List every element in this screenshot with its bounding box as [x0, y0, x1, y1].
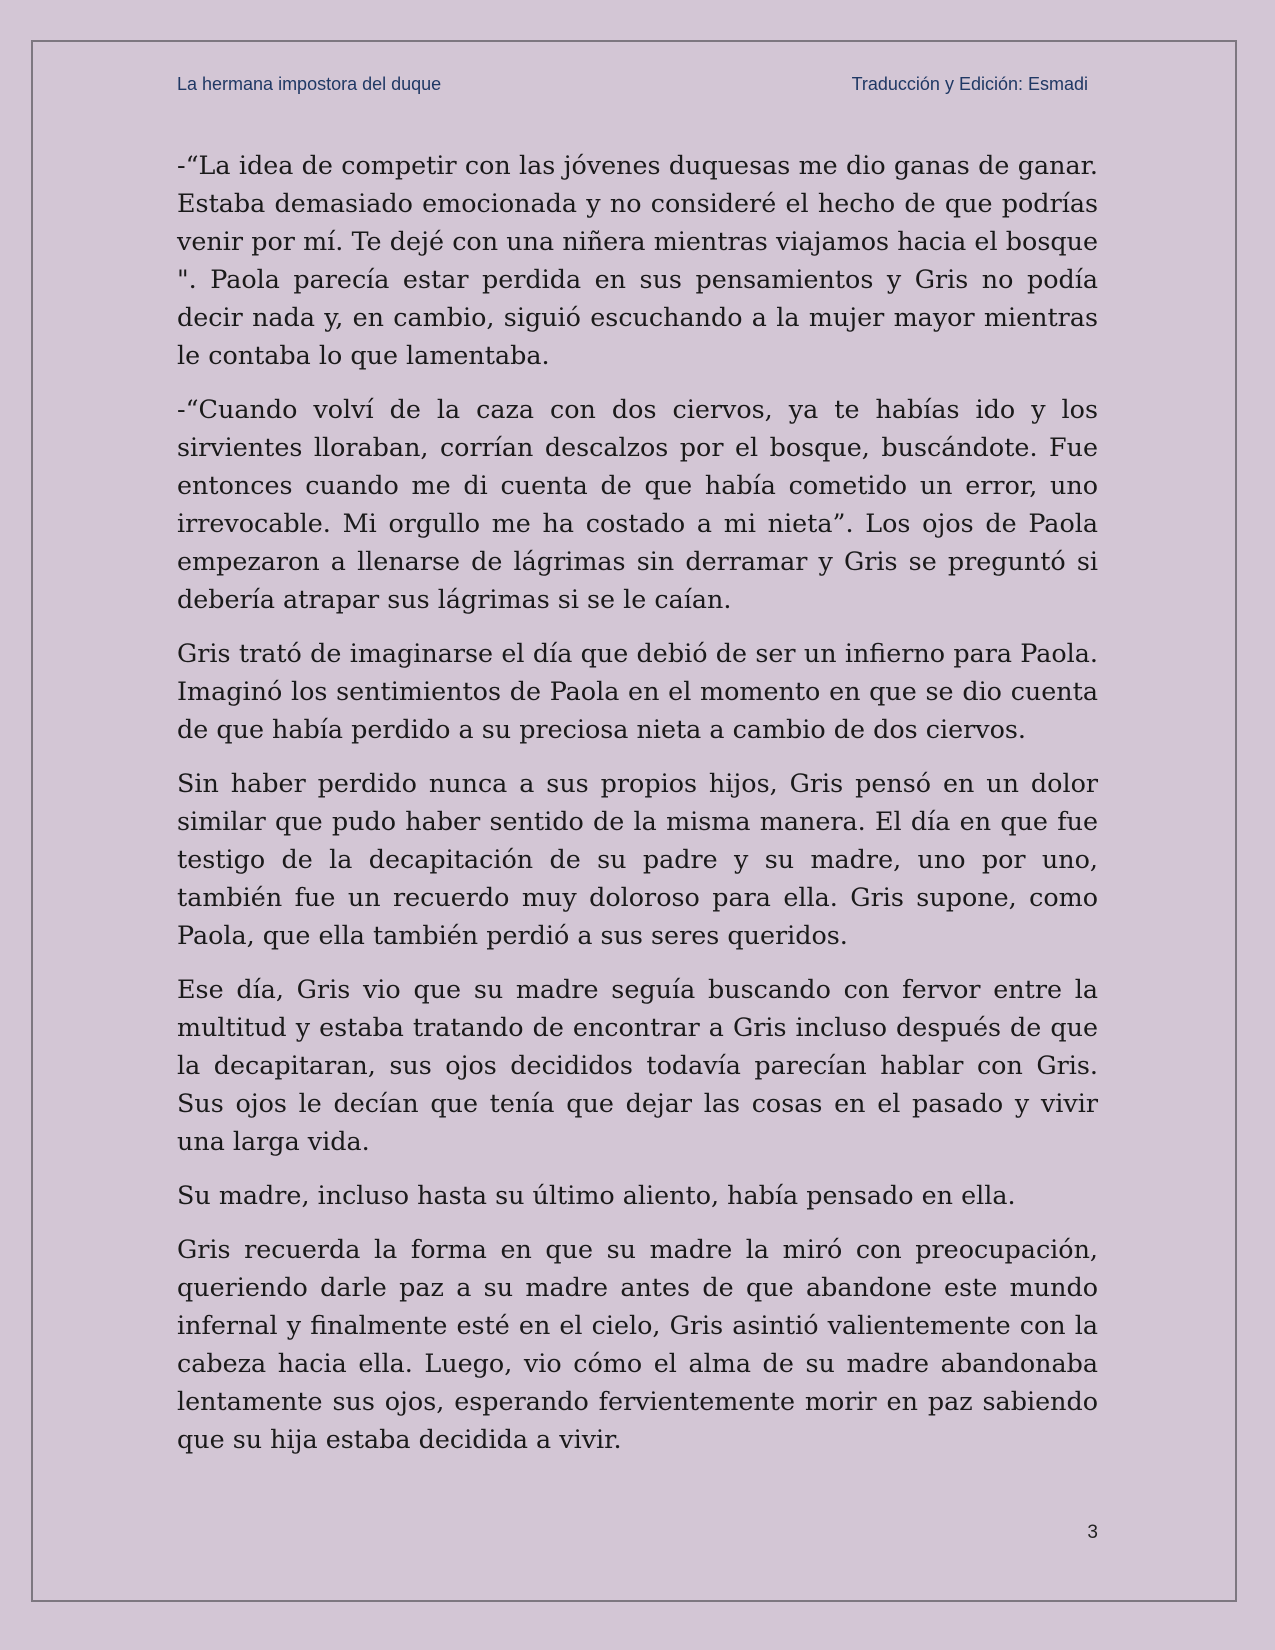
paragraph: -“Cuando volví de la caza con dos ciervos, ya te habías ido y los sirvientes lloraban, corrían descalzos por el bosque, buscándote. Fue entonces cuando me di cuenta de que había cometido un error, uno irrevocable. Mi orgullo me ha costado a mi nieta”. Los ojos de Paola empezaron a llenarse de lágrimas sin derramar y Gris se preguntó si debería atrapar sus lágrimas si se le caían. [177, 394, 1098, 614]
header-book-title: La hermana impostora del duque [177, 74, 442, 94]
paragraph: Su madre, incluso hasta su último aliento, había pensado en ella. [177, 1180, 1016, 1210]
paragraph: Ese día, Gris vio que su madre seguía buscando con fervor entre la multitud y estaba tratando de encontrar a Gris incluso después de que la decapitaran, sus ojos decididos todavía parecían hablar con Gris. Sus ojos le decían que tenía que dejar las cosas en el pasado y vivir una larga vida. [177, 974, 1098, 1156]
paragraph: Gris recuerda la forma en que su madre la miró con preocupación, queriendo darle paz a su madre antes de que abandone este mundo infernal y finalmente esté en el cielo, Gris asintió valientemente con la cabeza hacia ella. Luego, vio cómo el alma de su madre abandonaba lentamente sus ojos, esperando fervientemente morir en paz sabiendo que su hija estaba decidida a vivir. [177, 1234, 1098, 1454]
page-body [177, 146, 1098, 1474]
page-number: 3 [1087, 1522, 1098, 1543]
paragraph: Gris trató de imaginarse el día que debió de ser un infierno para Paola. Imaginó los sentimientos de Paola en el momento en que se dio cuenta de que había perdido a su preciosa nieta a cambio de dos ciervos. [177, 638, 1098, 744]
page-header [177, 74, 1088, 100]
paragraph: -“La idea de competir con las jóvenes duquesas me dio ganas de ganar. Estaba demasiado emocionada y no consideré el hecho de que podrías venir por mí. Te dejé con una niñera mientras viajamos hacia el bosque ". Paola parecía estar perdida en sus pensamientos y Gris no podía decir nada y, en cambio, siguió escuchando a la mujer mayor mientras le contaba lo que lamentaba. [177, 150, 1098, 370]
paragraph: Sin haber perdido nunca a sus propios hijos, Gris pensó en un dolor similar que pudo haber sentido de la misma manera. El día en que fue testigo de la decapitación de su padre y su madre, uno por uno, también fue un recuerdo muy doloroso para ella. Gris supone, como Paola, que ella también perdió a sus seres queridos. [177, 768, 1098, 950]
header-credits: Traducción y Edición: Esmadi [851, 74, 1088, 94]
